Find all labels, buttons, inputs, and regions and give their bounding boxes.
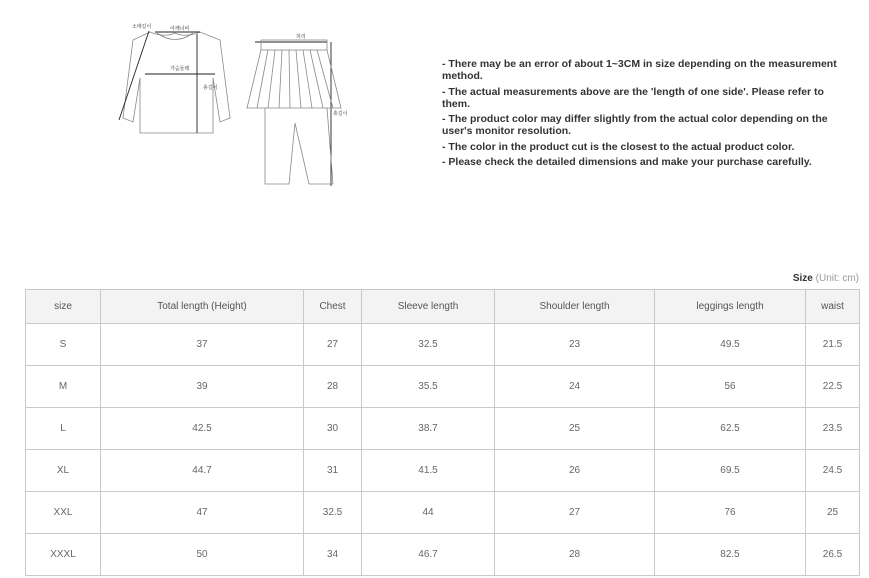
- size-caption: [793, 273, 859, 284]
- cell-total-length: 42.5: [101, 408, 304, 450]
- size-caption-label: Size: [792, 273, 813, 284]
- note-item: - Please check the detailed dimensions and make your purchase carefully.: [442, 156, 812, 168]
- cell-sleeve-length: 32.5: [362, 324, 495, 366]
- header-waist: waist: [806, 290, 860, 324]
- cell-total-length: 44.7: [101, 450, 304, 492]
- cell-waist: 21.5: [806, 324, 860, 366]
- sleeve-length-label: 소매길이: [132, 24, 152, 30]
- size-table: [25, 289, 860, 576]
- cell-leggings-length: 62.5: [655, 408, 806, 450]
- table-row: [26, 492, 860, 534]
- cell-size: S: [26, 324, 101, 366]
- note-item: - The product color may differ slightly from the actual color depending on the user's monitor resolution.: [442, 113, 828, 137]
- cell-shoulder-length: 28: [495, 534, 655, 576]
- table-row: [26, 366, 860, 408]
- table-row: [26, 450, 860, 492]
- cell-leggings-length: 49.5: [655, 324, 806, 366]
- cell-sleeve-length: 35.5: [362, 366, 495, 408]
- top-garment-drawing: [123, 32, 230, 133]
- cell-waist: 25: [806, 492, 860, 534]
- cell-chest: 32.5: [304, 492, 362, 534]
- cell-size: XL: [26, 450, 101, 492]
- cell-size: L: [26, 408, 101, 450]
- cell-shoulder-length: 27: [495, 492, 655, 534]
- table-row: [26, 324, 860, 366]
- note-item: - The actual measurements above are the 'length of one side'. Please refer to them.: [442, 85, 824, 110]
- cell-size: M: [26, 366, 101, 408]
- cell-sleeve-length: 38.7: [362, 408, 495, 450]
- cell-chest: 31: [304, 450, 362, 492]
- cell-size: XXXL: [26, 534, 101, 576]
- top-length-label: 총길이: [203, 85, 218, 91]
- cell-chest: 30: [304, 408, 362, 450]
- cell-shoulder-length: 26: [495, 450, 655, 492]
- header-leggings-length: leggings length: [655, 290, 806, 324]
- cell-leggings-length: 56: [655, 366, 806, 408]
- chest-label: 가슴둘레: [170, 66, 190, 72]
- cell-size: XXL: [26, 492, 101, 534]
- cell-total-length: 50: [101, 534, 304, 576]
- note-item: - The color in the product cut is the closest to the actual product color.: [442, 140, 795, 153]
- cell-shoulder-length: 24: [495, 366, 655, 408]
- cell-shoulder-length: 25: [495, 408, 655, 450]
- cell-total-length: 37: [101, 324, 304, 366]
- header-sleeve-length: Sleeve length: [362, 290, 495, 324]
- bottom-length-label: 총길이: [333, 111, 348, 117]
- cell-total-length: 39: [101, 366, 304, 408]
- measurement-lines: [119, 31, 331, 186]
- header-total-length: Total length (Height): [101, 290, 304, 324]
- cell-leggings-length: 82.5: [655, 534, 806, 576]
- table-row: [26, 408, 860, 450]
- cell-chest: 27: [304, 324, 362, 366]
- header-size: size: [26, 290, 101, 324]
- header-shoulder-length: Shoulder length: [495, 290, 655, 324]
- cell-sleeve-length: 41.5: [362, 450, 495, 492]
- cell-leggings-length: 76: [655, 492, 806, 534]
- cell-chest: 28: [304, 366, 362, 408]
- cell-waist: 26.5: [806, 534, 860, 576]
- shoulder-width-label: 어깨너비: [170, 26, 190, 32]
- cell-total-length: 47: [101, 492, 304, 534]
- waist-label: 허리: [296, 34, 306, 40]
- measurement-illustration: [105, 18, 365, 190]
- note-item: - There may be an error of about 1~3CM in size depending on the measurement method.: [442, 58, 837, 82]
- cell-shoulder-length: 23: [495, 324, 655, 366]
- cell-sleeve-length: 46.7: [362, 534, 495, 576]
- cell-sleeve-length: 44: [362, 492, 495, 534]
- cell-chest: 34: [304, 534, 362, 576]
- cell-leggings-length: 69.5: [655, 450, 806, 492]
- table-row: [26, 534, 860, 576]
- size-notes: [442, 58, 842, 172]
- size-caption-unit: (Unit: cm): [815, 273, 859, 284]
- bottom-garment-drawing: [247, 40, 341, 184]
- cell-waist: 24.5: [806, 450, 860, 492]
- table-header-row: [26, 290, 860, 324]
- cell-waist: 22.5: [806, 366, 860, 408]
- cell-waist: 23.5: [806, 408, 860, 450]
- header-chest: Chest: [304, 290, 362, 324]
